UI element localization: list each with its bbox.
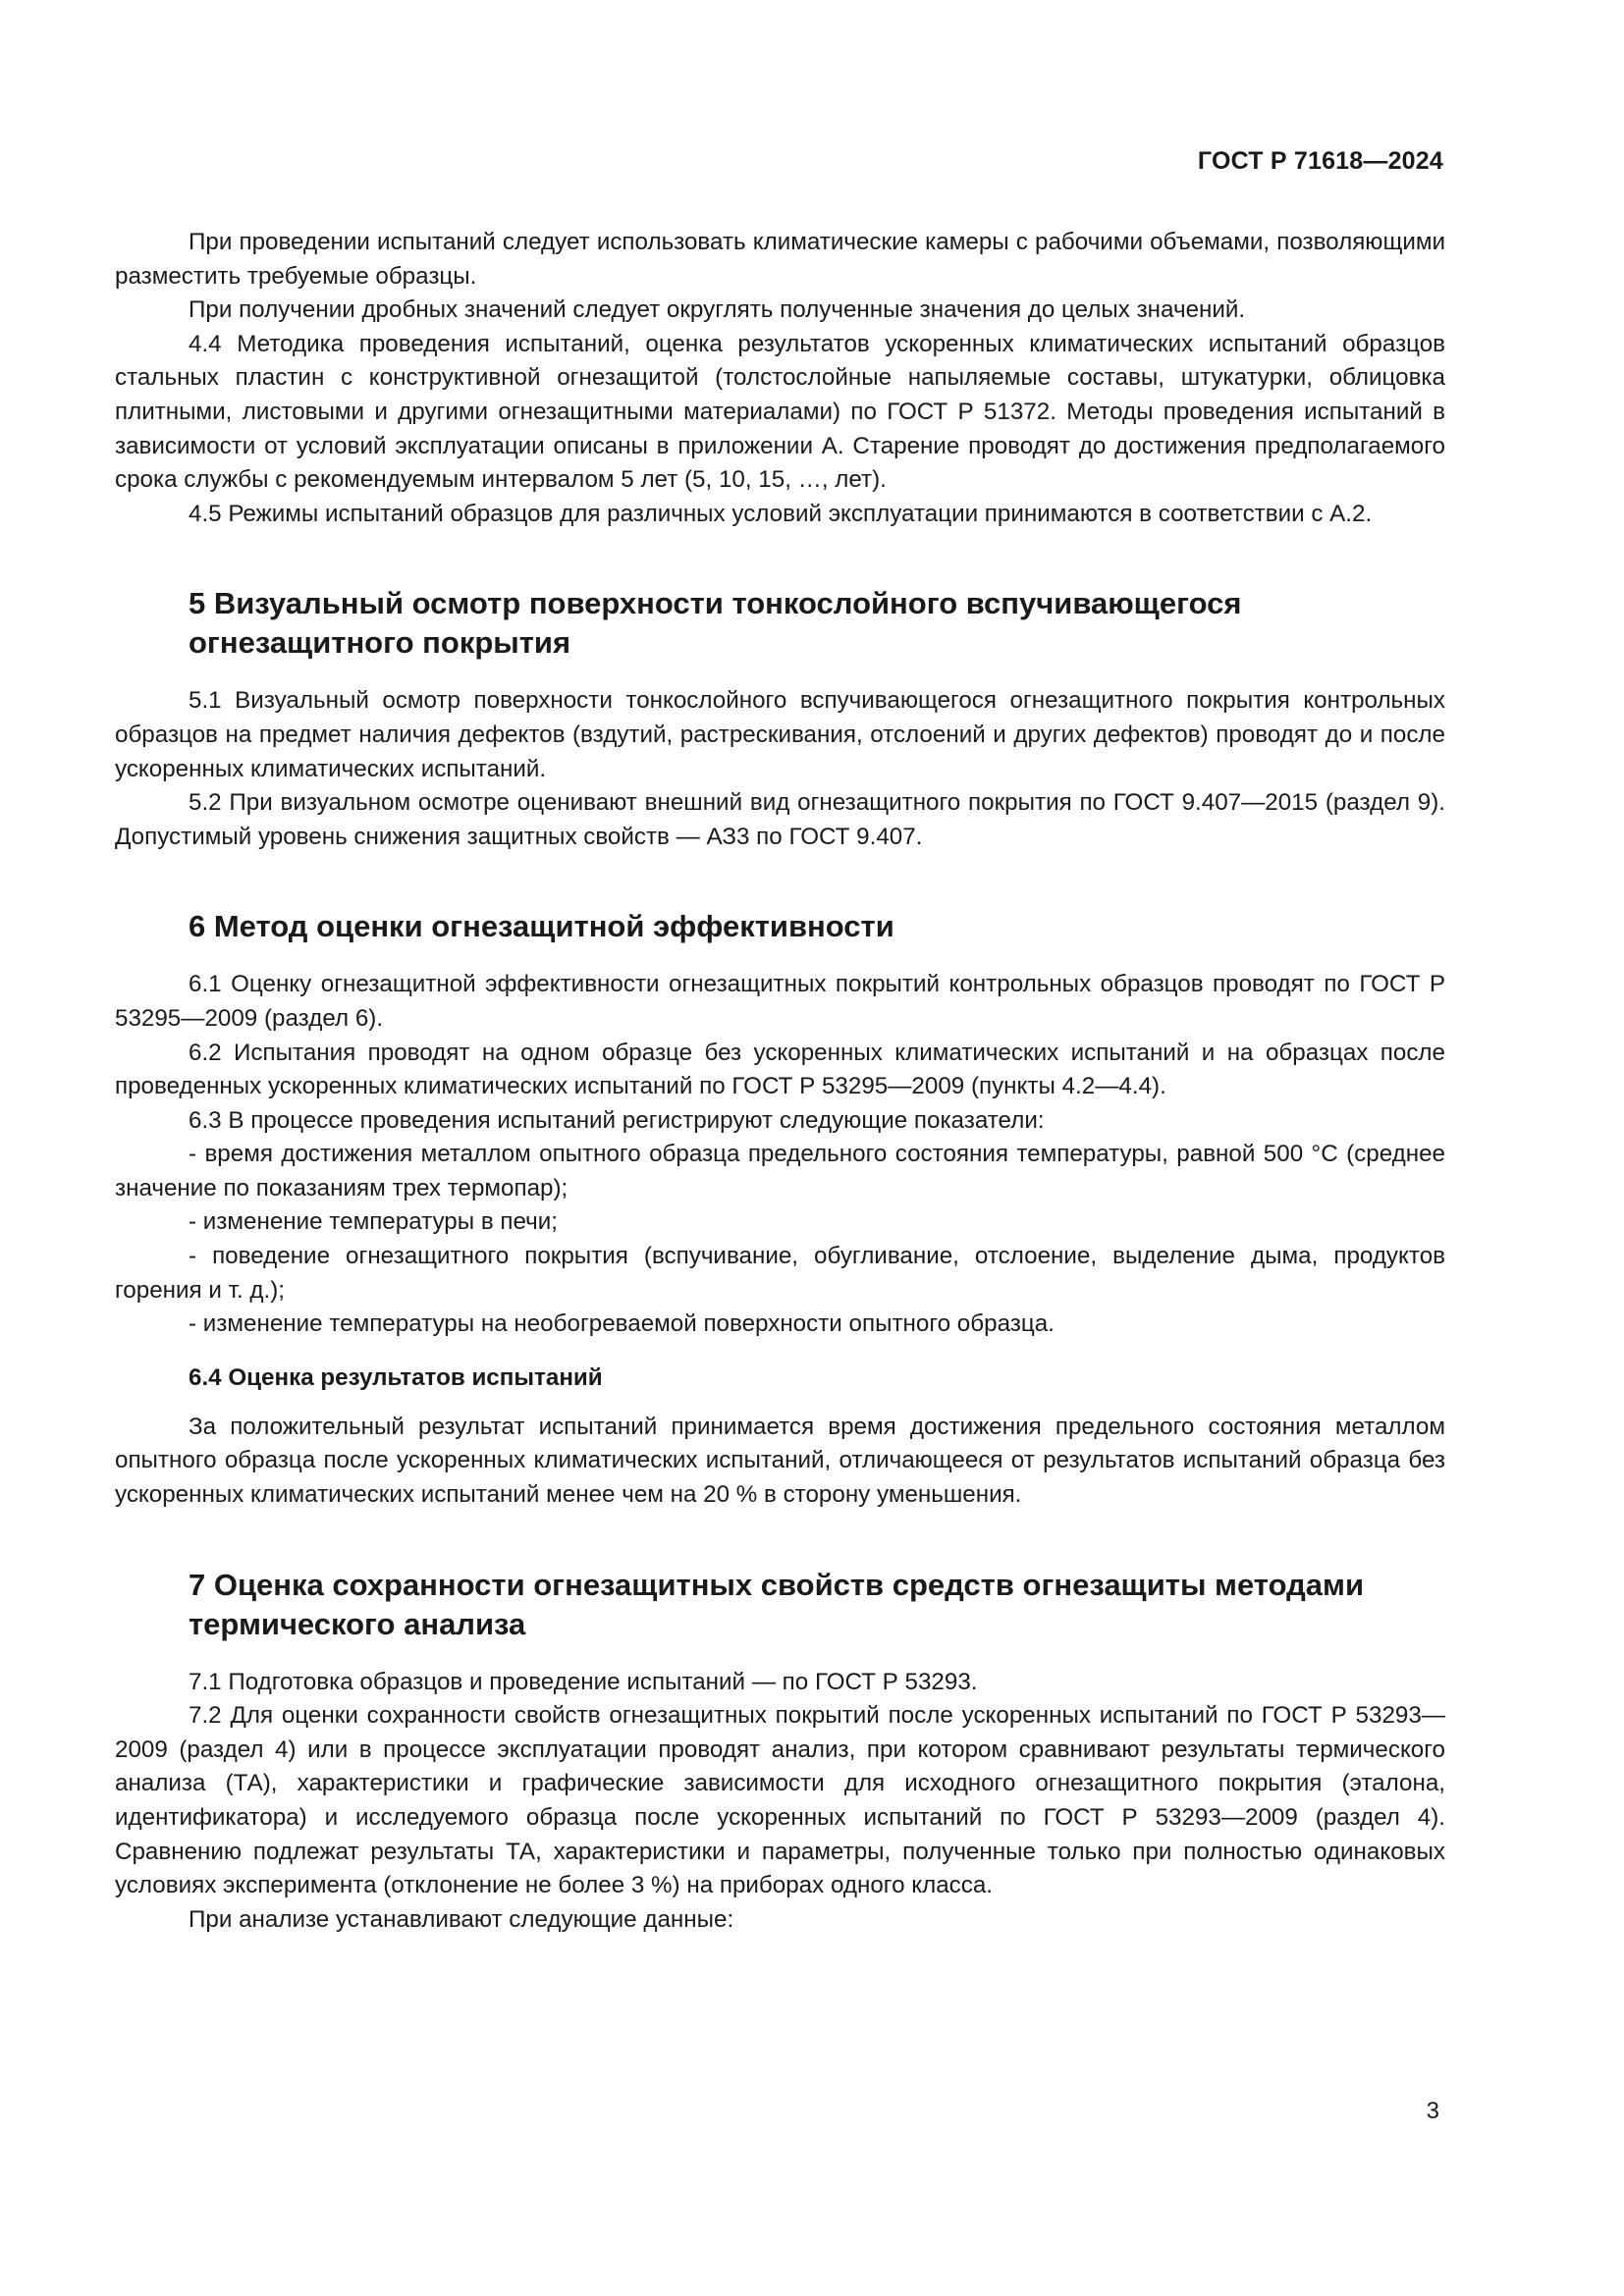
paragraph: - изменение температуры в печи;: [189, 1208, 558, 1236]
paragraph: 7.2 Для оценки сохранности свойств огнезащитных покрытий после ускоренных испытаний по ГОСТ Р 53293—2009 (раздел 4) или в процессе эксплуатации проводят анализ, при котором сравнивают результаты термического анализа (ТА), характеристики и графические зависимости для исходного огнезащитного покрытия (эталона, идентификатора) и исследуемого образца после ускоренных испытаний по ГОСТ Р 53293—2009 (раздел 4). Сравнению подлежат результаты ТА, характеристики и параметры, полученные только при полностью одинаковых условиях эксперимента (отклонение не более 3 %) на приборах одного класса.: [115, 1702, 1445, 1899]
page-number: 3: [1426, 2098, 1439, 2124]
paragraph: 5.2 При визуальном осмотре оценивают внешний вид огнезащитного покрытия по ГОСТ 9.407—2015 (раздел 9). Допустимый уровень снижения защитных свойств — АЗ3 по ГОСТ 9.407.: [115, 789, 1445, 850]
subsection-heading: 6.4 Оценка результатов испытаний: [189, 1363, 603, 1391]
paragraph: 4.5 Режимы испытаний образцов для различных условий эксплуатации принимаются в соответствии с А.2.: [189, 500, 1373, 527]
paragraph: При получении дробных значений следует округлять полученные значения до целых значений.: [189, 296, 1246, 324]
paragraph: - изменение температуры на необогреваемой поверхности опытного образца.: [189, 1310, 1055, 1338]
paragraph: 7.1 Подготовка образцов и проведение испытаний — по ГОСТ Р 53293.: [189, 1668, 978, 1695]
document-code-header: ГОСТ Р 71618—2024: [1197, 147, 1443, 175]
section-heading: 5 Визуальный осмотр поверхности тонкослойного вспучивающегося огнезащитного покрытия: [189, 586, 1242, 661]
paragraph: 6.3 В процессе проведения испытаний регистрируют следующие показатели:: [189, 1106, 1045, 1134]
paragraph: При проведении испытаний следует использовать климатические камеры с рабочими объемами, позволяющими разместить требуемые образцы.: [115, 229, 1445, 290]
paragraph: При анализе устанавливают следующие данные:: [189, 1905, 734, 1933]
paragraph: 6.1 Оценку огнезащитной эффективности огнезащитных покрытий контрольных образцов проводят по ГОСТ Р 53295—2009 (раздел 6).: [115, 971, 1445, 1032]
paragraph: 6.2 Испытания проводят на одном образце без ускоренных климатических испытаний и на образцах после проведенных ускоренных климатических испытаний по ГОСТ Р 53295—2009 (пункты 4.2—4.4).: [115, 1039, 1445, 1100]
section-heading: 7 Оценка сохранности огнезащитных свойств средств огнезащиты методами термического анализа: [189, 1567, 1365, 1641]
paragraph: За положительный результат испытаний принимается время достижения предельного состояния металлом опытного образца после ускоренных климатических испытаний, отличающееся от результатов испытаний образца без ускоренных климатических испытаний менее чем на 20 % в сторону уменьшения.: [115, 1413, 1445, 1509]
paragraph: - время достижения металлом опытного образца предельного состояния температуры, равной 500 °С (среднее значение по показаниям трех термопар);: [115, 1141, 1445, 1201]
paragraph: 5.1 Визуальный осмотр поверхности тонкослойного вспучивающегося огнезащитного покрытия контрольных образцов на предмет наличия дефектов (вздутий, растрескивания, отслоений и других дефектов) проводят до и после ускоренных климатических испытаний.: [115, 687, 1445, 782]
document-body: [115, 226, 1445, 1937]
paragraph: - поведение огнезащитного покрытия (вспучивание, обугливание, отслоение, выделение дыма, продуктов горения и т. д.);: [115, 1243, 1445, 1304]
paragraph: 4.4 Методика проведения испытаний, оценка результатов ускоренных климатических испытаний образцов стальных пластин с конструктивной огнезащитой (толстослойные напыляемые составы, штукатурки, облицовка плитными, листовыми и другими огнезащитными материалами) по ГОСТ Р 51372. Методы проведения испытаний в зависимости от условий эксплуатации описаны в приложении А. Старение проводят до достижения предполагаемого срока службы с рекомендуемым интервалом 5 лет (5, 10, 15, …, лет).: [115, 330, 1445, 494]
section-heading: 6 Метод оценки огнезащитной эффективности: [189, 909, 894, 944]
